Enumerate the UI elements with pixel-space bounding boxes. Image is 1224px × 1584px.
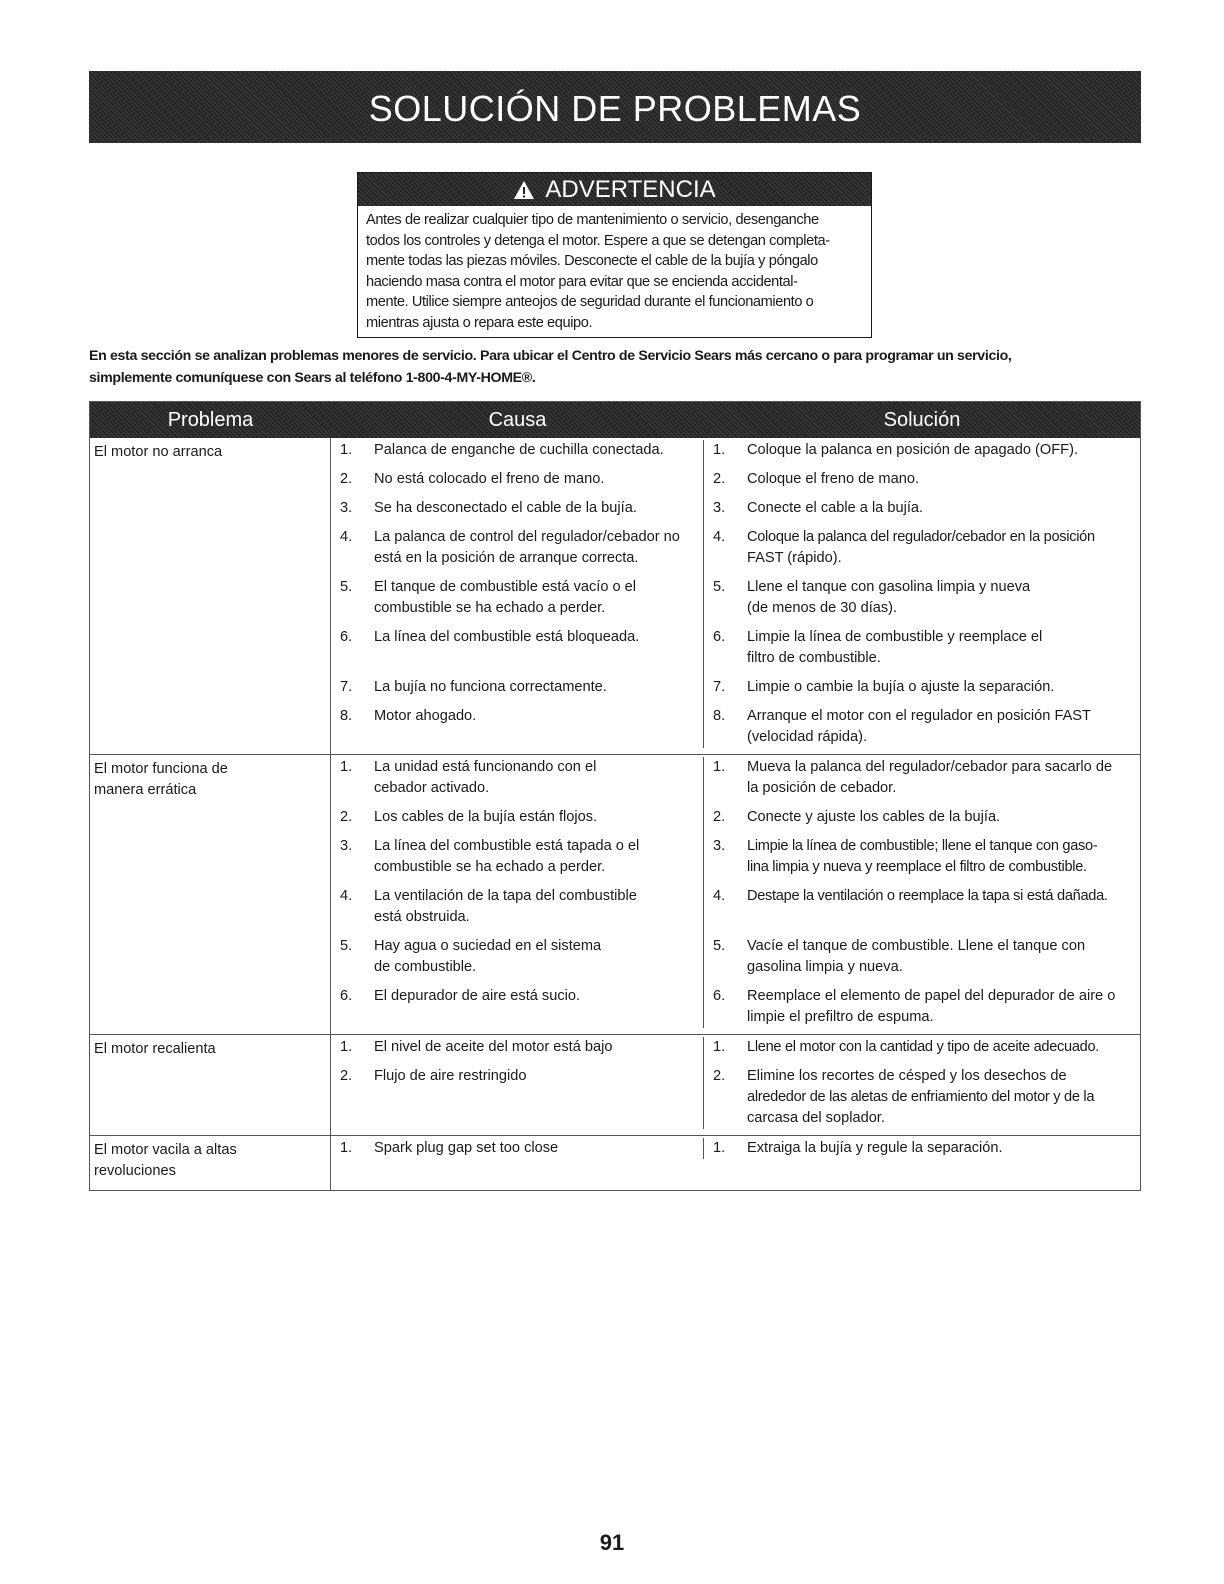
- cause-line: La línea del combustible está tapada o el: [374, 838, 640, 854]
- solution-line: Conecte y ajuste los cables de la bujía.: [747, 809, 1001, 825]
- solution-number: 5.: [713, 579, 726, 595]
- cause-solution-group: [331, 438, 1140, 754]
- solution-text: [747, 706, 1136, 748]
- spacer: [331, 878, 704, 886]
- solution-item: [704, 1066, 1140, 1129]
- solution-line: Limpie la línea de combustible y reemplace el: [747, 629, 1043, 645]
- spacer: [704, 461, 1140, 469]
- solution-item: [704, 469, 1140, 490]
- cause-number: 3.: [340, 500, 353, 516]
- warning-line: mente todas las piezas móviles. Desconecte el cable de la bujía y póngalo: [366, 253, 818, 270]
- solution-line: Destape la ventilación o reemplace la tapa si está dañada.: [747, 888, 1108, 904]
- solution-item: [704, 527, 1140, 569]
- cause-line: Flujo de aire restringido: [374, 1068, 527, 1084]
- cause-number: 2.: [340, 1068, 353, 1084]
- solution-text: [747, 527, 1136, 569]
- cause-item: [331, 627, 704, 669]
- solution-item: [704, 757, 1140, 799]
- cause-solution-pair: [331, 986, 1140, 1028]
- cause-text: [374, 1138, 697, 1159]
- problem-text: revoluciones: [94, 1163, 176, 1179]
- spacer: [704, 619, 1140, 627]
- solution-line: Vacíe el tanque de combustible. Llene el tanque con: [747, 938, 1086, 954]
- cause-line: está en la posición de arranque correcta.: [374, 550, 639, 566]
- cause-number: 8.: [340, 708, 353, 724]
- solution-text: [747, 1066, 1136, 1129]
- solution-text: [747, 886, 1136, 928]
- pair-spacer: [331, 519, 1140, 527]
- problem-cell: [90, 755, 331, 1034]
- spacer: [704, 519, 1140, 527]
- cause-text: [374, 527, 697, 569]
- pair-spacer: [331, 569, 1140, 577]
- cause-line: de combustible.: [374, 959, 477, 975]
- cause-item: [331, 1037, 704, 1058]
- solution-number: 2.: [713, 1068, 726, 1084]
- table-body: [90, 438, 1140, 1190]
- cause-line: Los cables de la bujía están flojos.: [374, 809, 598, 825]
- solution-line: gasolina limpia y nueva.: [747, 959, 903, 975]
- warning-triangle-icon: [513, 180, 535, 200]
- solution-item: [704, 836, 1140, 878]
- pair-spacer: [331, 490, 1140, 498]
- cause-item: [331, 986, 704, 1028]
- cause-number: 1.: [340, 442, 353, 458]
- cause-line: Spark plug gap set too close: [374, 1140, 559, 1156]
- cause-item: [331, 469, 704, 490]
- cause-text: [374, 807, 697, 828]
- spacer: [331, 799, 704, 807]
- solution-number: 6.: [713, 988, 726, 1004]
- solution-number: 3.: [713, 838, 726, 854]
- problem-text: El motor funciona de: [94, 761, 228, 777]
- solution-number: 7.: [713, 679, 726, 695]
- cause-solution-pair: [331, 527, 1140, 569]
- table-row: [90, 1034, 1140, 1135]
- solution-line: Coloque la palanca del regulador/cebador en la posición: [747, 529, 1095, 545]
- cause-item: [331, 1066, 704, 1129]
- solution-line: Conecte el cable a la bujía.: [747, 500, 924, 516]
- cause-item: [331, 677, 704, 698]
- solution-text: [747, 677, 1136, 698]
- spacer: [704, 569, 1140, 577]
- page-title: SOLUCIÓN DE PROBLEMAS: [368, 88, 862, 129]
- solution-line: limpie el prefiltro de espuma.: [747, 1009, 934, 1025]
- spacer: [331, 490, 704, 498]
- solution-number: 1.: [713, 759, 726, 775]
- table-header: [90, 402, 1140, 438]
- solution-text: [747, 498, 1136, 519]
- spacer: [704, 698, 1140, 706]
- cause-solution-group: [331, 1035, 1140, 1135]
- intro-line: En esta sección se analizan problemas menores de servicio. Para ubicar el Centro de Servicio Sears más cercano o para programar un servicio,: [89, 348, 1012, 364]
- solution-line: Arranque el motor con el regulador en posición FAST: [747, 708, 1091, 724]
- cause-number: 4.: [340, 529, 353, 545]
- pair-spacer: [331, 799, 1140, 807]
- problem-text: El motor recalienta: [94, 1041, 216, 1057]
- spacer: [331, 519, 704, 527]
- problem-text: El motor vacila a altas: [94, 1142, 237, 1158]
- solution-number: 4.: [713, 888, 726, 904]
- pair-spacer: [331, 698, 1140, 706]
- cause-number: 6.: [340, 629, 353, 645]
- table-row: [90, 438, 1140, 754]
- solution-line: Extraiga la bujía y regule la separación.: [747, 1140, 1003, 1156]
- cause-text: [374, 936, 697, 978]
- cause-item: [331, 1138, 704, 1159]
- cause-number: 3.: [340, 838, 353, 854]
- solution-number: 4.: [713, 529, 726, 545]
- pair-spacer: [331, 828, 1140, 836]
- spacer: [331, 928, 704, 936]
- cause-solution-pair: [331, 836, 1140, 878]
- cause-text: [374, 1066, 697, 1129]
- cause-line: Palanca de enganche de cuchilla conectada.: [374, 442, 664, 458]
- cause-number: 6.: [340, 988, 353, 1004]
- spacer: [331, 461, 704, 469]
- solution-text: [747, 986, 1136, 1028]
- solution-text: [747, 936, 1136, 978]
- cause-text: [374, 440, 697, 461]
- solution-text: [747, 577, 1136, 619]
- spacer: [704, 878, 1140, 886]
- solution-line: Llene el motor con la cantidad y tipo de aceite adecuado.: [747, 1039, 1100, 1055]
- cause-number: 5.: [340, 938, 353, 954]
- cause-line: El depurador de aire está sucio.: [374, 988, 581, 1004]
- solution-text: [747, 807, 1136, 828]
- spacer: [331, 619, 704, 627]
- cause-item: [331, 807, 704, 828]
- cause-line: La línea del combustible está bloqueada.: [374, 629, 640, 645]
- solution-item: [704, 886, 1140, 928]
- warning-header: [358, 173, 871, 206]
- cause-item: [331, 936, 704, 978]
- cause-text: [374, 1037, 697, 1058]
- cause-number: 1.: [340, 1039, 353, 1055]
- spacer: [704, 669, 1140, 677]
- solution-item: [704, 1037, 1140, 1058]
- solution-text: [747, 836, 1136, 878]
- cause-line: Hay agua o suciedad en el sistema: [374, 938, 602, 954]
- solution-line: Coloque la palanca en posición de apagado (OFF).: [747, 442, 1079, 458]
- cause-item: [331, 757, 704, 799]
- cause-number: 1.: [340, 759, 353, 775]
- cause-item: [331, 886, 704, 928]
- cause-text: [374, 757, 697, 799]
- warning-line: haciendo masa contra el motor para evitar que se encienda accidental-: [366, 273, 798, 290]
- problem-cell: [90, 1136, 331, 1190]
- cause-line: La palanca de control del regulador/cebador no: [374, 529, 680, 545]
- spacer: [331, 828, 704, 836]
- solution-line: Llene el tanque con gasolina limpia y nueva: [747, 579, 1031, 595]
- solution-line: (velocidad rápida).: [747, 729, 868, 745]
- cause-number: 2.: [340, 471, 353, 487]
- solution-line: la posición de cebador.: [747, 780, 897, 796]
- solution-text: [747, 1138, 1136, 1159]
- spacer: [704, 799, 1140, 807]
- pair-spacer: [331, 1058, 1140, 1066]
- page-number: 91: [599, 1530, 625, 1555]
- solution-item: [704, 706, 1140, 748]
- cause-number: 7.: [340, 679, 353, 695]
- cause-number: 1.: [340, 1140, 353, 1156]
- intro-paragraph: [89, 345, 1149, 389]
- cause-text: [374, 706, 697, 748]
- problem-cell: [90, 438, 331, 754]
- cause-solution-pair: [331, 757, 1140, 799]
- cause-text: [374, 677, 697, 698]
- solution-line: alrededor de las aletas de enfriamiento del motor y de la: [747, 1089, 1095, 1105]
- cause-line: El tanque de combustible está vacío o el: [374, 579, 637, 595]
- spacer: [331, 698, 704, 706]
- solution-number: 2.: [713, 471, 726, 487]
- cause-solution-pair: [331, 886, 1140, 928]
- solution-line: Limpie la línea de combustible; llene el tanque con gaso-: [747, 838, 1098, 854]
- cause-solution-pair: [331, 807, 1140, 828]
- cause-solution-pair: [331, 936, 1140, 978]
- cause-solution-pair: [331, 440, 1140, 461]
- solution-line: lina limpia y nueva y reemplace el filtro de combustible.: [747, 859, 1087, 875]
- solution-text: [747, 1037, 1136, 1058]
- spacer: [704, 828, 1140, 836]
- cause-solution-group: [331, 1136, 1140, 1190]
- solution-line: FAST (rápido).: [747, 550, 842, 566]
- cause-number: 5.: [340, 579, 353, 595]
- cause-text: [374, 627, 697, 669]
- intro-line: simplemente comuníquese con Sears al teléfono 1-800-4-MY-HOME®.: [89, 370, 536, 386]
- pair-spacer: [331, 669, 1140, 677]
- warning-line: mientras ajusta o repara este equipo.: [366, 314, 593, 331]
- cause-text: [374, 498, 697, 519]
- cause-solution-pair: [331, 677, 1140, 698]
- solution-text: [747, 440, 1136, 461]
- solution-number: 5.: [713, 938, 726, 954]
- warning-heading: ADVERTENCIA: [545, 175, 716, 203]
- table-row: [90, 754, 1140, 1034]
- warning-line: todos los controles y detenga el motor. Espere a que se detengan completa-: [366, 232, 830, 249]
- solution-line: Reemplace el elemento de papel del depurador de aire o: [747, 988, 1116, 1004]
- solution-line: Elimine los recortes de césped y los desechos de: [747, 1068, 1067, 1084]
- cause-item: [331, 527, 704, 569]
- solution-line: filtro de combustible.: [747, 650, 881, 666]
- pair-spacer: [331, 878, 1140, 886]
- cause-line: Motor ahogado.: [374, 708, 477, 724]
- warning-line: mente. Utilice siempre anteojos de seguridad durante el funcionamiento o: [366, 294, 814, 311]
- warning-box: [357, 172, 872, 338]
- cause-line: La ventilación de la tapa del combustible: [374, 888, 637, 904]
- spacer: [331, 978, 704, 986]
- cause-solution-pair: [331, 498, 1140, 519]
- cause-line: La bujía no funciona correctamente.: [374, 679, 607, 695]
- cause-text: [374, 986, 697, 1028]
- cause-line: El nivel de aceite del motor está bajo: [374, 1039, 613, 1055]
- pair-spacer: [331, 461, 1140, 469]
- solution-number: 2.: [713, 809, 726, 825]
- cause-text: [374, 886, 697, 928]
- pair-spacer: [331, 619, 1140, 627]
- cause-text: [374, 836, 697, 878]
- spacer: [331, 1058, 704, 1066]
- solution-line: carcasa del soplador.: [747, 1110, 885, 1126]
- solution-number: 1.: [713, 442, 726, 458]
- cause-line: combustible se ha echado a perder.: [374, 859, 606, 875]
- cause-item: [331, 498, 704, 519]
- spacer: [704, 490, 1140, 498]
- table-row: [90, 1135, 1140, 1190]
- solution-item: [704, 1138, 1140, 1159]
- solution-item: [704, 677, 1140, 698]
- solution-item: [704, 577, 1140, 619]
- solution-line: (de menos de 30 días).: [747, 600, 898, 616]
- cause-item: [331, 836, 704, 878]
- cause-number: 4.: [340, 888, 353, 904]
- solution-number: 1.: [713, 1140, 726, 1156]
- solution-item: [704, 440, 1140, 461]
- cause-solution-pair: [331, 577, 1140, 619]
- cause-line: combustible se ha echado a perder.: [374, 600, 606, 616]
- header-problema: Problema: [167, 408, 254, 431]
- cause-item: [331, 706, 704, 748]
- solution-number: 8.: [713, 708, 726, 724]
- warning-line: Antes de realizar cualquier tipo de mantenimiento o servicio, desenganche: [366, 212, 819, 228]
- cause-number: 2.: [340, 809, 353, 825]
- cause-text: [374, 469, 697, 490]
- solution-item: [704, 627, 1140, 669]
- solution-item: [704, 807, 1140, 828]
- solution-item: [704, 498, 1140, 519]
- solution-line: Limpie o cambie la bujía o ajuste la separación.: [747, 679, 1055, 695]
- solution-item: [704, 986, 1140, 1028]
- solution-text: [747, 757, 1136, 799]
- spacer: [331, 669, 704, 677]
- spacer: [331, 569, 704, 577]
- cause-line: Se ha desconectado el cable de la bujía.: [374, 500, 637, 516]
- spacer: [704, 928, 1140, 936]
- solution-text: [747, 627, 1136, 669]
- solution-text: [747, 469, 1136, 490]
- pair-spacer: [331, 928, 1140, 936]
- problem-text: El motor no arranca: [94, 444, 223, 460]
- problem-text: manera errática: [94, 782, 197, 798]
- header-solucion: Solución: [883, 408, 961, 431]
- cause-solution-pair: [331, 1138, 1140, 1159]
- solution-item: [704, 936, 1140, 978]
- spacer: [704, 1058, 1140, 1066]
- cause-item: [331, 577, 704, 619]
- cause-line: está obstruida.: [374, 909, 470, 925]
- warning-text: [358, 206, 871, 334]
- solution-line: Mueva la palanca del regulador/cebador para sacarlo de: [747, 759, 1113, 775]
- spacer: [704, 978, 1140, 986]
- troubleshooting-table: [89, 401, 1141, 1191]
- page-title-banner: [89, 71, 1141, 143]
- cause-solution-group: [331, 755, 1140, 1034]
- cause-solution-pair: [331, 1066, 1140, 1129]
- cause-item: [331, 440, 704, 461]
- cause-line: La unidad está funcionando con el: [374, 759, 597, 775]
- cause-solution-pair: [331, 1037, 1140, 1058]
- problem-cell: [90, 1035, 331, 1135]
- cause-line: No está colocado el freno de mano.: [374, 471, 605, 487]
- cause-solution-pair: [331, 706, 1140, 748]
- solution-number: 3.: [713, 500, 726, 516]
- cause-line: cebador activado.: [374, 780, 490, 796]
- cause-solution-pair: [331, 469, 1140, 490]
- pair-spacer: [331, 978, 1140, 986]
- cause-solution-pair: [331, 627, 1140, 669]
- cause-text: [374, 577, 697, 619]
- header-causa: Causa: [488, 408, 547, 431]
- solution-number: 1.: [713, 1039, 726, 1055]
- solution-line: Coloque el freno de mano.: [747, 471, 919, 487]
- solution-number: 6.: [713, 629, 726, 645]
